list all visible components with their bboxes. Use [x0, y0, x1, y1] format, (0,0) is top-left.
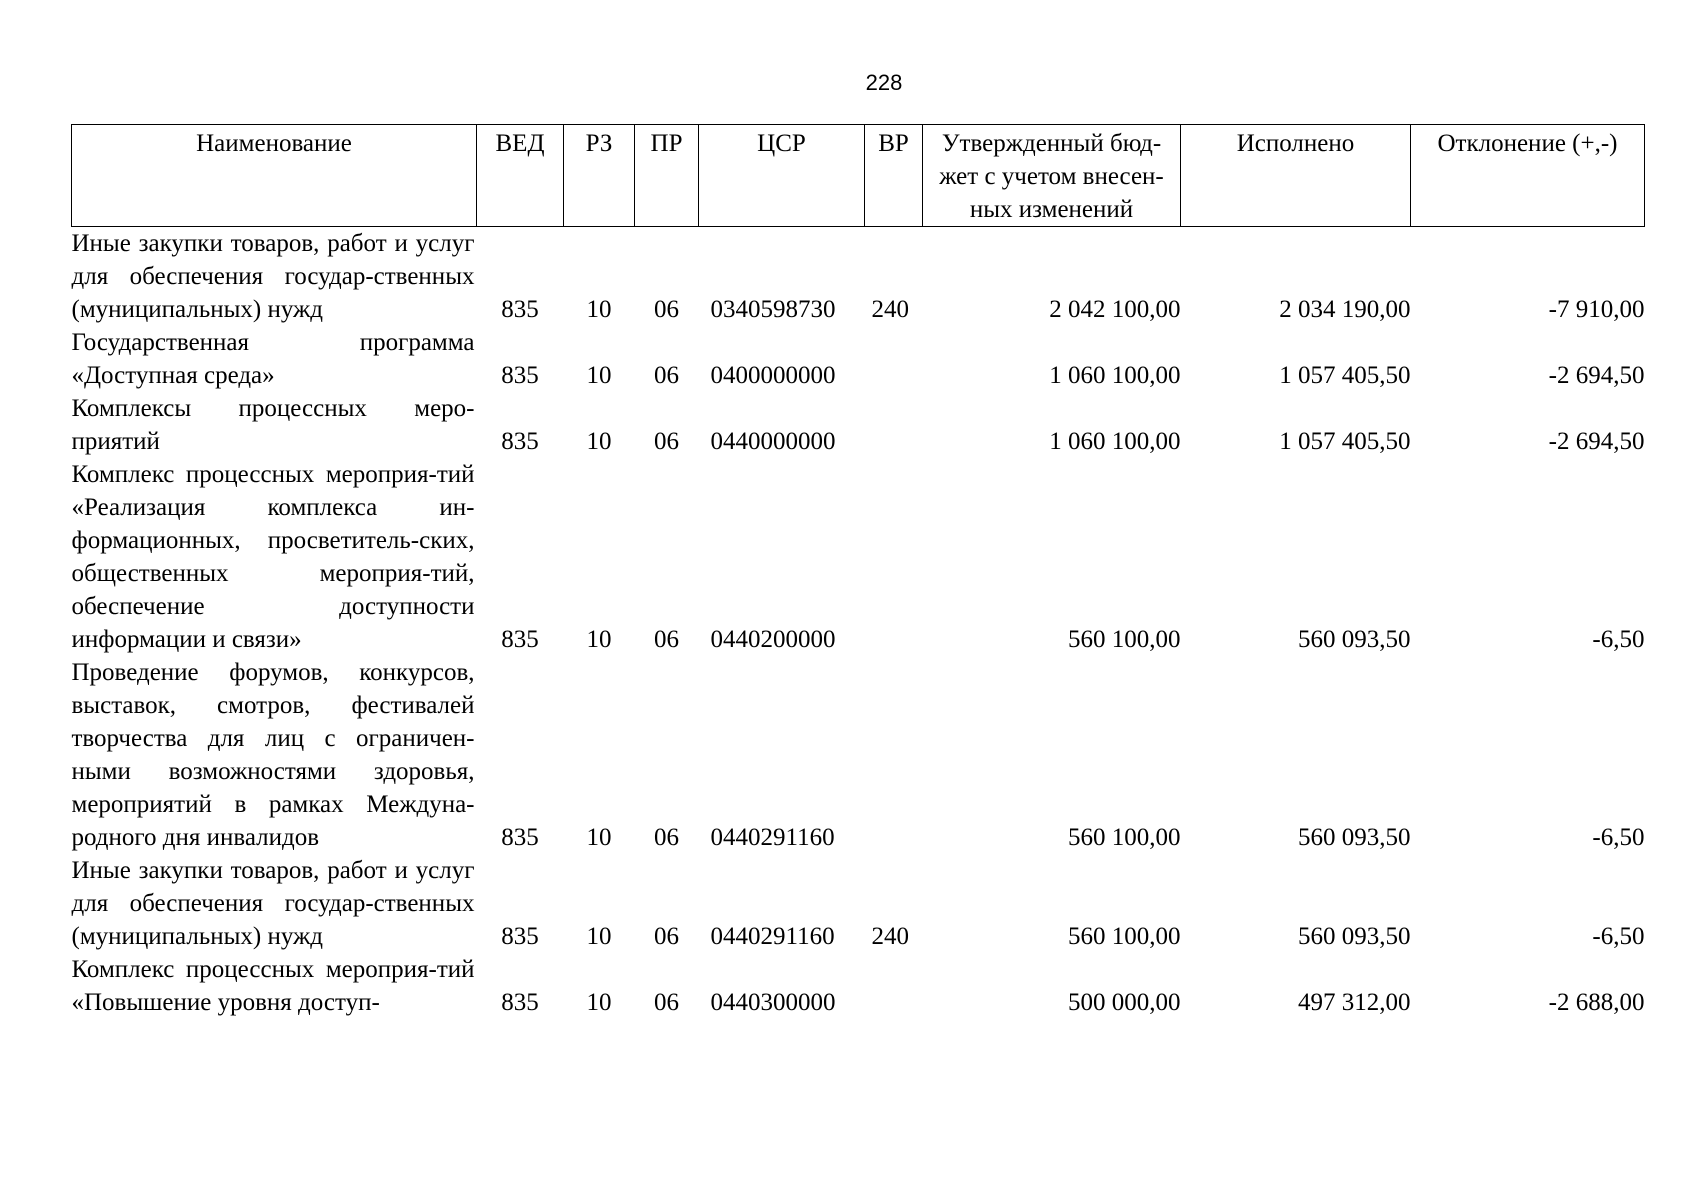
cell-executed: 1 057 405,50 [1279, 362, 1411, 389]
cell-rz: 10 [586, 989, 612, 1016]
cell-approved-budget: 1 060 100,00 [1049, 428, 1181, 455]
table-row [72, 227, 1645, 327]
cell-ved: 835 [501, 989, 539, 1016]
cell-csr: 0440300000 [710, 989, 836, 1016]
cell-executed: 497 312,00 [1298, 989, 1411, 1016]
table-row [72, 656, 1645, 854]
table-header-row [72, 125, 1645, 227]
cell-pr: 06 [654, 362, 679, 389]
cell-deviation: -2 688,00 [1548, 989, 1645, 1016]
cell-name: Комплексы процессных меро-приятий [71, 395, 475, 455]
table-row [72, 326, 1645, 392]
cell-ved: 835 [501, 362, 539, 389]
cell-deviation: -6,50 [1592, 923, 1645, 950]
cell-vr [865, 392, 923, 458]
cell-name: Иные закупки товаров, работ и услуг для обеспечения государ-ственных (муниципальных) нужд [71, 230, 475, 323]
cell-pr: 06 [654, 626, 679, 653]
cell-ved: 835 [501, 428, 539, 455]
cell-rz: 10 [586, 923, 612, 950]
cell-rz: 10 [586, 824, 612, 851]
cell-csr: 0440291160 [710, 824, 835, 851]
cell-pr: 06 [654, 824, 679, 851]
header-executed: Исполнено [1181, 125, 1411, 227]
cell-name: Государственная программа «Доступная среда» [71, 329, 475, 389]
header-name: Наименование [72, 125, 477, 227]
header-rz: РЗ [564, 125, 635, 227]
cell-deviation: -6,50 [1592, 626, 1645, 653]
cell-executed: 560 093,50 [1298, 626, 1411, 653]
table-row [72, 392, 1645, 458]
cell-ved: 835 [501, 923, 539, 950]
cell-pr: 06 [654, 989, 679, 1016]
cell-name: Комплекс процессных мероприя-тий «Реализация комплекса ин-формационных, просветитель-ских, общественных мероприя-тий, обеспечение доступности информации и связи» [71, 461, 475, 653]
cell-approved-budget: 1 060 100,00 [1049, 362, 1181, 389]
cell-csr: 0400000000 [710, 362, 836, 389]
cell-executed: 2 034 190,00 [1279, 296, 1411, 323]
cell-ved: 835 [501, 824, 539, 851]
cell-vr: 240 [871, 296, 909, 323]
cell-csr: 0440000000 [710, 428, 836, 455]
cell-name: Иные закупки товаров, работ и услуг для обеспечения государ-ственных (муниципальных) нужд [71, 857, 475, 950]
cell-rz: 10 [586, 626, 612, 653]
cell-approved-budget: 560 100,00 [1068, 626, 1181, 653]
table-row [72, 854, 1645, 953]
cell-pr: 06 [654, 923, 679, 950]
cell-rz: 10 [586, 428, 612, 455]
cell-vr: 240 [871, 923, 909, 950]
cell-pr: 06 [654, 428, 679, 455]
header-csr: ЦСР [699, 125, 865, 227]
cell-approved-budget: 500 000,00 [1068, 989, 1181, 1016]
cell-deviation: -2 694,50 [1548, 428, 1645, 455]
cell-rz: 10 [586, 362, 612, 389]
page-number: 228 [865, 70, 903, 95]
cell-vr [865, 953, 923, 1019]
header-vr: ВР [865, 125, 923, 227]
cell-deviation: -2 694,50 [1548, 362, 1645, 389]
cell-vr [865, 326, 923, 392]
cell-approved-budget: 560 100,00 [1068, 824, 1181, 851]
cell-name: Комплекс процессных мероприя-тий «Повышение уровня доступ- [71, 956, 475, 1016]
cell-deviation: -7 910,00 [1548, 296, 1645, 323]
cell-ved: 835 [501, 626, 539, 653]
cell-name: Проведение форумов, конкурсов, выставок, смотров, фестивалей творчества для лиц с ограничен-ными возможностями здоровья, мероприятий в рамках Междуна-родного дня инвалидов [71, 659, 475, 851]
cell-executed: 560 093,50 [1298, 923, 1411, 950]
table-row [72, 953, 1645, 1019]
cell-executed: 560 093,50 [1298, 824, 1411, 851]
cell-approved-budget: 2 042 100,00 [1049, 296, 1181, 323]
table-row [72, 458, 1645, 656]
cell-deviation: -6,50 [1592, 824, 1645, 851]
header-ved: ВЕД [477, 125, 564, 227]
cell-csr: 0440291160 [710, 923, 835, 950]
cell-csr: 0340598730 [710, 296, 836, 323]
cell-ved: 835 [501, 296, 539, 323]
cell-executed: 1 057 405,50 [1279, 428, 1411, 455]
cell-vr [865, 458, 923, 656]
cell-approved-budget: 560 100,00 [1068, 923, 1181, 950]
header-approved-budget: Утвержденный бюд-жет с учетом внесен-ных изменений [923, 125, 1181, 227]
header-deviation: Отклонение (+,-) [1411, 125, 1645, 227]
cell-vr [865, 656, 923, 854]
budget-execution-table [71, 124, 1645, 1019]
cell-rz: 10 [586, 296, 612, 323]
header-pr: ПР [635, 125, 699, 227]
cell-csr: 0440200000 [710, 626, 836, 653]
cell-pr: 06 [654, 296, 679, 323]
